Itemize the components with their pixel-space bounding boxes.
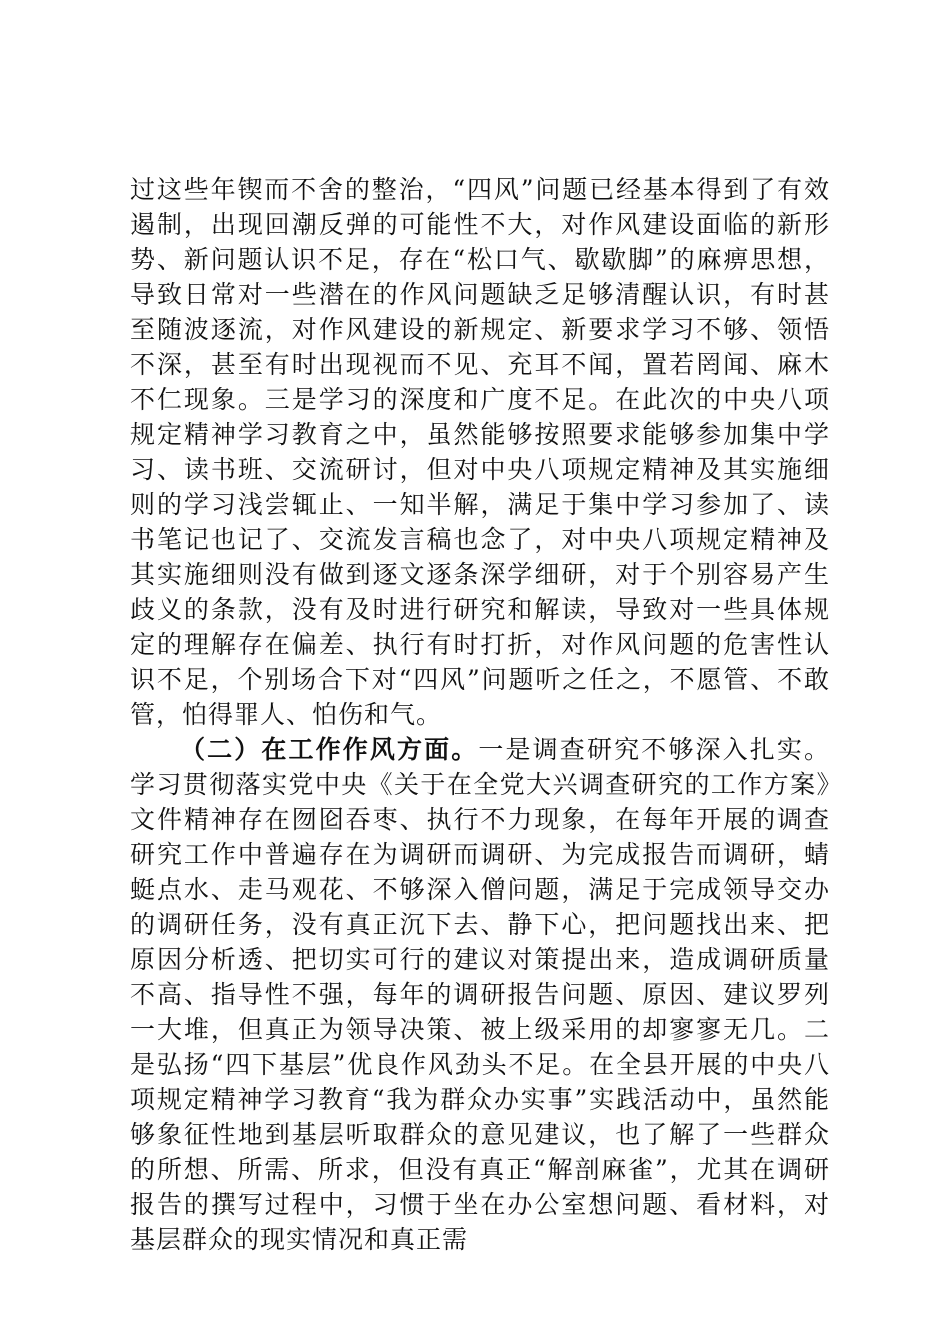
section-heading-work-style: （二）在工作作风方面。 xyxy=(180,735,479,764)
paragraph-text: 过这些年锲而不舍的整治，“四风”问题已经基本得到了有效遏制，出现回潮反弹的可能性不大，对作风建设面临的新形势、新问题认识不足，存在“松口气、歇歇脚”的麻痹思想，导致日常对一些潜在的作风问题缺乏足够清醒认识，有时甚至随波逐流，对作风建设的新规定、新要求学习不够、领悟不深，甚至有时出现视而不见、充耳不闻，置若罔闻、麻木不仁现象。三是学习的深度和广度不足。在此次的中央八项规定精神学习教育之中，虽然能够按照要求能够参加集中学习、读书班、交流研讨，但对中央八项规定精神及其实施细则的学习浅尝辄止、一知半解，满足于集中学习参加了、读书笔记也记了、交流发言稿也念了，对中央八项规定精神及其实施细则没有做到逐文逐条深学细研，对于个别容易产生歧义的条款，没有及时进行研究和解读，导致对一些具体规定的理解存在偏差、执行有时打折，对作风问题的危害性认识不足，个别场合下对“四风”问题听之任之，不愿管、不敢管，怕得罪人、怕伤和气。 xyxy=(130,175,830,729)
document-body xyxy=(130,172,830,1257)
paragraph-study-depth xyxy=(130,172,830,732)
paragraph-work-style xyxy=(130,732,830,1257)
paragraph-text: 一是调查研究不够深入扎实。学习贯彻落实党中央《关于在全党大兴调查研究的工作方案》文件精神存在囫囵吞枣、执行不力现象，在每年开展的调查研究工作中普遍存在为调研而调研、为完成报告而调研，蜻蜓点水、走马观花、不够深入僧问题，满足于完成领导交办的调研任务，没有真正沉下去、静下心，把问题找出来、把原因分析透、把切实可行的建议对策提出来，造成调研质量不高、指导性不强，每年的调研报告问题、原因、建议罗列一大堆，但真正为领导决策、被上级采用的却寥寥无几。二是弘扬“四下基层”优良作风劲头不足。在全县开展的中央八项规定精神学习教育“我为群众办实事”实践活动中，虽然能够象征性地到基层听取群众的意见建议，也了解了一些群众的所想、所需、所求，但没有真正“解剖麻雀”，尤其在调研报告的撰写过程中，习惯于坐在办公室想问题、看材料，对基层群众的现实情况和真正需 xyxy=(130,735,830,1254)
